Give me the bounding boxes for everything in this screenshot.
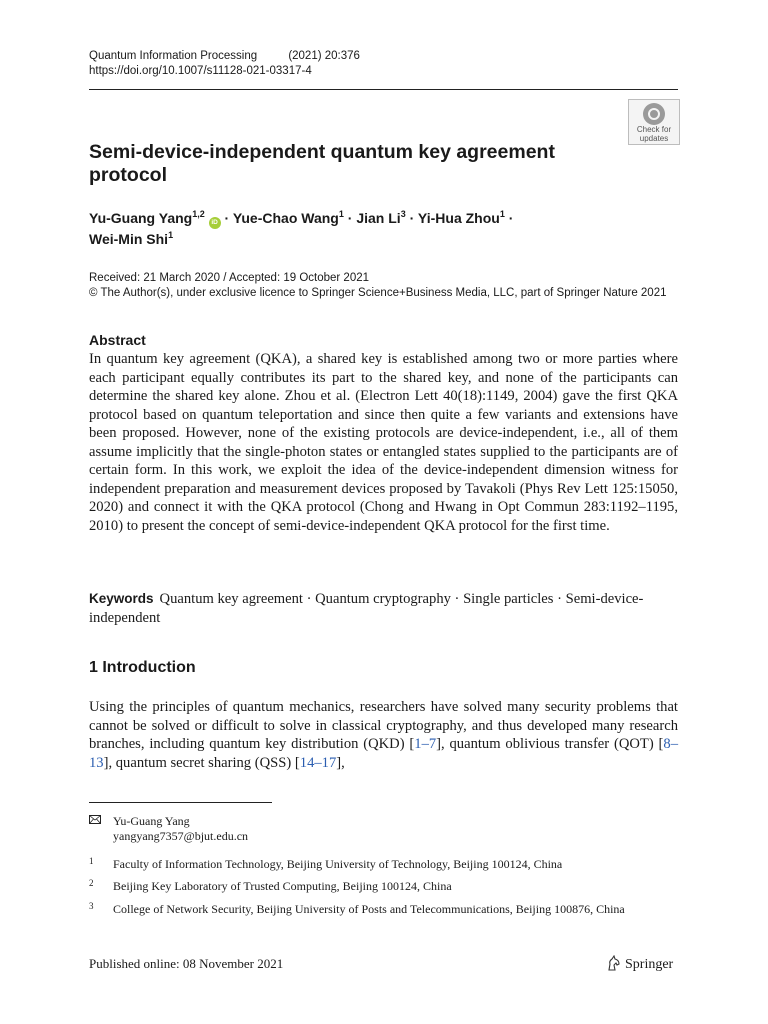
affiliation-ref: 1 [338, 209, 344, 219]
running-header [89, 49, 360, 79]
keywords-heading: Keywords [89, 591, 154, 606]
abstract-text: In quantum key agreement (QKA), a shared key is established among two or more parties where each participant equally contributes its part to the shared key, and none of the participants can determine the shared key alone. Zhou et al. (Electron Lett 40(18):1149, 2004) gave the first QKA protocol based on quantum teleportation and since then quite a few variants and extensions have been proposed. However, none of the existing protocols are device-independent, i.e., all of them assume implicitly that the single-photon states or entangled states supplied to the participants are of certain form. In this work, we exploit the idea of the device-independent dimension witness for independent preparation and measurement devices proposed by Tavakoli (Phys Rev Lett 125:15050, 2020) and connect it with the QKA protocol (Chong and Hwang in Opt Commun 283:1192–1195, 2010) to present the concept of semi-device-independent QKA protocol for the first time. [89, 351, 678, 534]
keywords-text: Quantum key agreement · Quantum cryptography · Single particles · Semi-device-independent [89, 591, 644, 626]
orcid-icon[interactable]: iD [209, 217, 221, 229]
intro-paragraph [89, 698, 678, 772]
author-separator: · [343, 210, 357, 226]
article-dates [89, 271, 667, 301]
envelope-icon [89, 815, 101, 824]
author-name: Yu-Guang Yang [89, 210, 193, 226]
keywords [89, 590, 678, 627]
springer-horse-icon [606, 955, 622, 971]
badge-label-1: Check for [636, 125, 672, 134]
footnote-text: Beijing Key Laboratory of Trusted Computing, Beijing 100124, China [113, 879, 452, 893]
copyright-line: © The Author(s), under exclusive licence to Springer Science+Business Media, LLC, part of Springer Nature 2021 [89, 287, 667, 299]
citation-link[interactable]: 1–7 [414, 736, 437, 752]
footnote-rule [89, 802, 272, 803]
author-separator: · [504, 210, 514, 226]
author-separator: · [405, 210, 418, 226]
publisher-logo [606, 955, 673, 973]
footnote-text: College of Network Security, Beijing University of Posts and Telecommunications, Beijing 100876, China [113, 902, 625, 916]
author-name: Yue-Chao Wang [232, 210, 339, 226]
abstract-heading: Abstract [89, 332, 146, 348]
intro-text: ], quantum oblivious transfer (QOT) [ [436, 736, 664, 752]
check-updates-icon [643, 103, 665, 125]
affiliation-ref: 1 [499, 209, 505, 219]
section-heading: 1 Introduction [89, 659, 196, 676]
citation-link[interactable]: 8–13 [89, 736, 678, 771]
author-name: Yi-Hua Zhou [417, 210, 500, 226]
affiliation-ref: 3 [400, 209, 406, 219]
intro-text: Using the principles of quantum mechanics, researchers have solved many security problems that cannot be solved or difficult to solve in classical cryptography, and thus developed many research branches, including quantum key distribution (QKD) [ [89, 699, 678, 752]
footnote-number: 2 [89, 878, 94, 888]
doi-link[interactable]: https://doi.org/10.1007/s11128-021-03317-4 [89, 65, 312, 77]
footnote-number: 1 [89, 856, 94, 866]
author-name: Wei-Min Shi [89, 231, 169, 247]
header-rule [89, 89, 678, 90]
publisher-name: Springer [625, 957, 674, 972]
citation-link[interactable]: 14–17 [299, 754, 337, 771]
journal-name: Quantum Information Processing [89, 50, 258, 62]
intro-text: ], [336, 754, 345, 771]
received-accepted: Received: 21 March 2020 / Accepted: 19 October 2021 [89, 272, 370, 284]
contact-email[interactable]: yangyang7357@bjut.edu.cn [113, 829, 249, 843]
paper-title: Semi-device-independent quantum key agreement protocol [89, 141, 555, 186]
contact-name: Yu-Guang Yang [113, 814, 190, 828]
footnote-text: Faculty of Information Technology, Beijing University of Technology, Beijing 100124, China [113, 857, 563, 871]
intro-text: ], quantum secret sharing (QSS) [ [103, 754, 300, 771]
author-separator: · [220, 210, 233, 226]
check-for-updates-badge[interactable] [628, 99, 680, 145]
affiliation-ref: 1,2 [192, 209, 205, 219]
author-list [89, 208, 649, 249]
footnote-number: 3 [89, 901, 94, 911]
author-name: Jian Li [356, 210, 401, 226]
affiliation-ref: 1 [168, 230, 174, 240]
journal-volume: (2021) 20:376 [288, 50, 360, 62]
badge-label-2: updates [639, 134, 669, 143]
published-online: Published online: 08 November 2021 [89, 956, 284, 971]
